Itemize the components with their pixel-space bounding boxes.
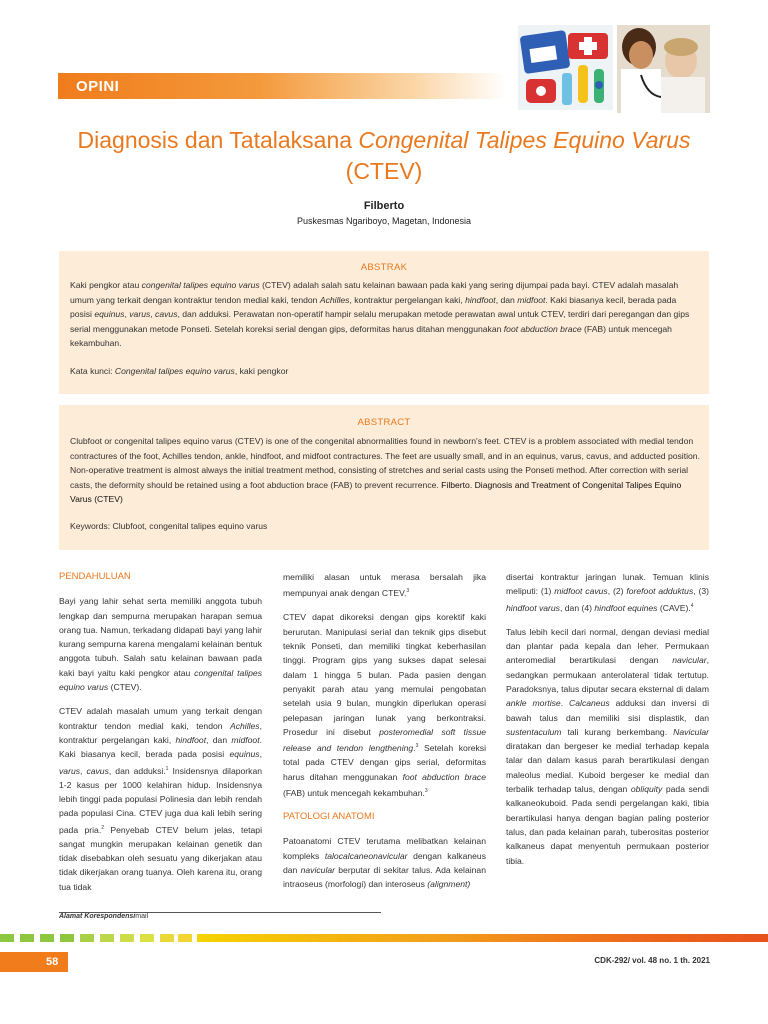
strip-square — [140, 934, 154, 942]
strip-square — [0, 934, 14, 942]
abstract-box — [59, 405, 709, 550]
paragraph: Patoanatomi CTEV terutama melibatkan kelainan kompleks talocalcaneonavicular dengan kalkaneus dan navicular berputar di sekitar talus. Ada kelainan intraoseus (morfologi) dan interoseus (alignment) — [283, 836, 486, 890]
body-column-1 — [59, 570, 262, 904]
section-label: OPINI — [76, 78, 120, 95]
first-aid-kit-photo — [518, 25, 613, 110]
strip-square — [60, 934, 74, 942]
doctor-child-photo — [617, 25, 710, 113]
paragraph: CTEV adalah masalah umum yang terkait dengan kontraktur tendon medial kaki, tendon Achilles, kontraktur pergelangan kaki, hindfoot, dan midfoot. Kaki biasanya kecil, berada pada posisi equinus, varus, cavus, dan adduksi.$^1$ Insidensnya dilaporkan 1-2 kasus per 1000 kelahiran hidup. Insidensnya lebih tinggi pada populasi Polinesia dan lebih rendah pada populasi Cina. CTEV juga dua kali lebih sering pada pria.$^2$ Penyebab CTEV belum jelas, tetapi sangat mungkin merupakan kelainan genetik dan tidak disebabkan oleh sesuatu yang dikerjakan atau tidak dikerjakan orang tuanya. Oleh karena itu, orang tua tidak — [59, 706, 263, 892]
strip-square — [100, 934, 114, 942]
abstrak-text: Kaki pengkor atau congenital talipes equino varus (CTEV) adalah salah satu kelainan bawaan pada kaki yang sering dijumpai pada bayi. CTEV adalah masalah umum yang terkait dengan kontraktur tendon medial kaki, tendon Achilles, kontraktur pergelangan kaki, hindfoot, dan midfoot. Kaki biasanya kecil, berada pada posisi equinus, varus, cavus, dan adduksi. Perawatan non-operatif hampir selalu merupakan metode perawatan awal untuk CTEV, terdiri dari peregangan dan gips serial menggunakan metode Ponseti. Setelah koreksi serial dengan gips, deformitas harus ditahan menggunakan foot abduction brace (FAB) untuk mencegah kekambuhan. — [70, 280, 690, 349]
strip-square — [40, 934, 54, 942]
strip-square — [160, 934, 174, 942]
section-band — [58, 73, 506, 99]
strip-square — [20, 934, 34, 942]
author-affiliation: Puskesmas Ngariboyo, Magetan, Indonesia — [296, 216, 472, 226]
journal-citation: CDK-292/ vol. 48 no. 1 th. 2021 — [594, 956, 710, 965]
strip-square — [120, 934, 134, 942]
paragraph: Talus lebih kecil dari normal, dengan deviasi medial dan plantar pada kepala dan leher. Permukaan anteromedial berartikulasi dengan navicular, sedangkan permukaan anterolateral tidak tertutup. Paradoksnya, talus diputar secara eksternal di dalam ankle mortise. Calcaneus adduksi dan inversi di bawah talus dan memiliki sisi displastik, dan sustentaculum tali kurang berkembang. Navicular diratakan dan bergeser ke medial terhadap kepala talar dan dalam kasus parah berartikulasi dengan maleolus medial. Kuboid bergeser ke medial dan terbalik terhadap talus, dengan obliquity pada sendi kalkaneokuboid. Pada sendi pergelangan kaki, tibia berartikulasi hanya dengan bagian paling posterior talus, dan pada kelainan parah, tuberositas posterior kalkaneus dapat menyentuh permukaan posterior tibia. — [506, 626, 710, 866]
paragraph: disertai kontraktur jaringan lunak. Temuan klinis meliputi: (1) midfoot cavus, (2) forefoot adduktus, (3) hindfoot varus, dan (4) hindfoot equines (CAVE).$^4$ — [506, 572, 710, 613]
abstrak-box — [59, 251, 709, 394]
strip-square — [80, 934, 94, 942]
abstract-text: Clubfoot or congenital talipes equino varus (CTEV) is one of the congenital abnormalities found in newborn's feet. CTEV is a problem associated with medial tendon contractures of the foot, Achilles tendon, ankle, hindfoot, and midfoot contractures. The feet are usually small, and in an equinus, varus, cavus, and adducted position. Non-operative treatment is almost always the initial treatment method, consisting of stretches and serial casts using the Ponseti method. After correction with serial casts, the deformity should be retained using a foot abduction brace (FAB) to prevent recurrence. Filberto. Diagnosis and Treatment of Congenital Talipes Equino Varus (CTEV) — [70, 436, 700, 505]
paragraph: CTEV dapat dikoreksi dengan gips korektif kaki berurutan. Manipulasi serial dan teknik gips disebut teknik Ponseti, dan memiliki tingkat keberhasilan tinggi. Program gips yang sukses dapat selesai dalam 1 hingga 5 bulan. Pada pasien dengan penyakit parah atau yang memulai pengobatan setelah usia 9 bulan, mungkin diperlukan operasi pelepasan jaringan lunak yang berkontraksi. Prosedur ini disebut posteromedial soft tissue release and tendon lengthening.$^3$ Setelah koreksi total pada CTEV dengan gips serial, deformitas harus ditahan menggunakan foot abduction brace (FAB) untuk mencegah kekambuhan.$^3$ — [283, 612, 487, 798]
section-heading-patologi: PATOLOGI ANATOMI — [283, 811, 375, 823]
body-column-2 — [283, 570, 486, 902]
abstract-heading: ABSTRACT — [357, 417, 411, 428]
page-number: 58 — [46, 956, 59, 968]
body-column-3 — [506, 570, 709, 878]
abstrak-keywords: Kata kunci: Congenital talipes equino varus, kaki pengkor — [70, 366, 289, 376]
correspondence-note: Alamat Korespondensimail — [59, 913, 149, 920]
author-name: Filberto — [363, 200, 405, 212]
article-title: Diagnosis dan Tatalaksana Congenital Talipes Equino Varus (CTEV) — [77, 127, 691, 184]
abstract-keywords: Keywords: Clubfoot, congenital talipes equino varus — [70, 521, 268, 531]
paragraph: memiliki alasan untuk merasa bersalah jika mempunyai anak dengan CTEV.$^3$ — [283, 572, 486, 599]
abstrak-heading: ABSTRAK — [360, 262, 408, 273]
section-heading-pendahuluan: PENDAHULUAN — [59, 571, 131, 582]
strip-square — [178, 934, 192, 942]
footer-color-strip — [197, 934, 768, 942]
paragraph: Bayi yang lahir sehat serta memiliki anggota tubuh lengkap dan sempurna merupakan harapan semua orang tua. Namun, terkadang didapati bayi yang lahir kurang sempurna karena mengalami kelainan bentuk anggota tubuh. Salah satu kelainan bawaan pada kaki bayi yaitu kaki pengkor atau congenital talipes equino varus (CTEV). — [59, 596, 262, 693]
